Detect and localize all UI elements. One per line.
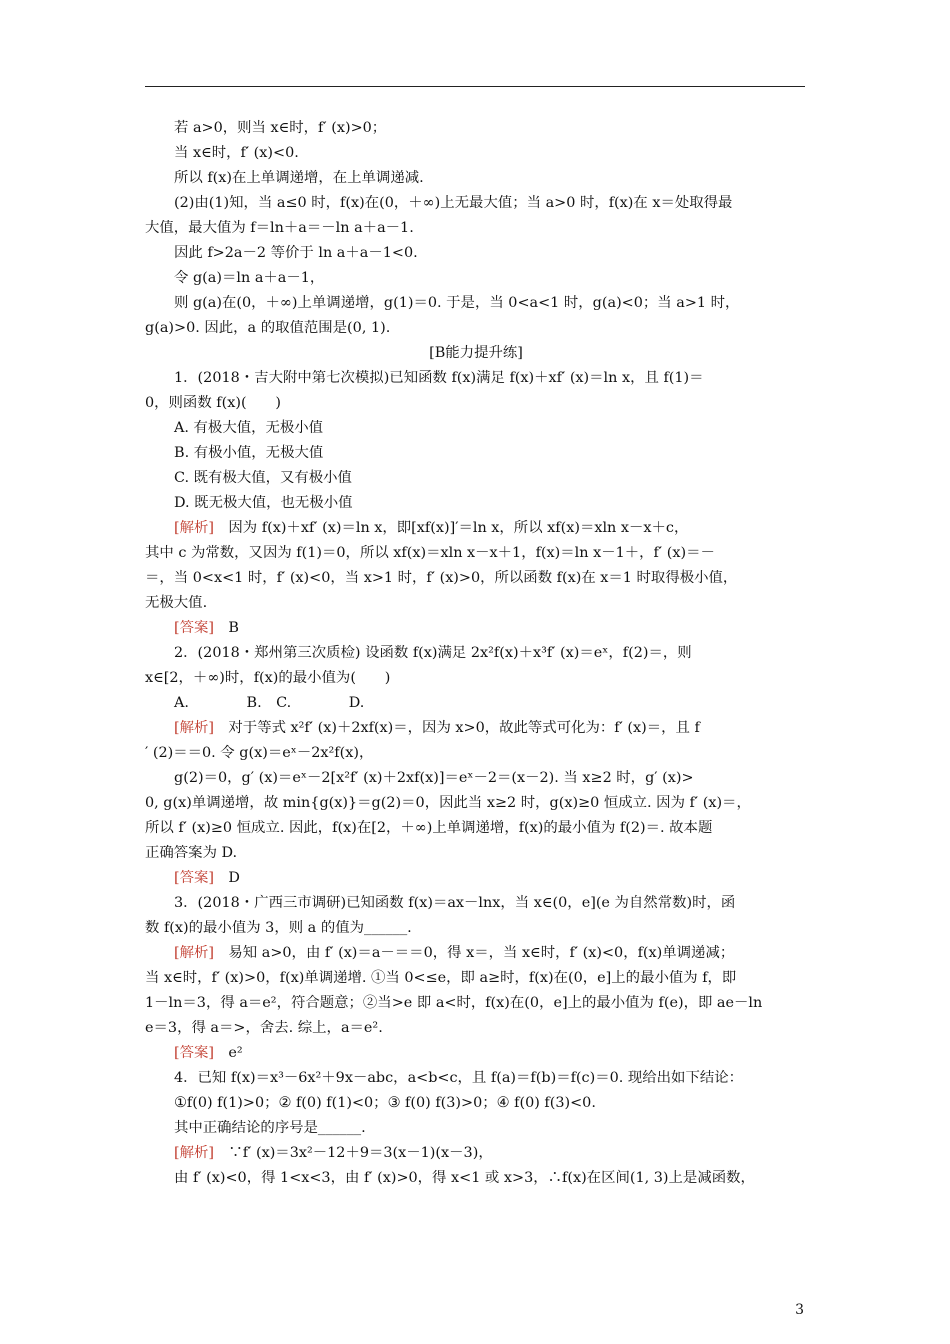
text-line <box>145 416 807 441</box>
label-tag: [答案] <box>174 870 215 886</box>
line-text: 数 f(x)的最小值为 3，则 a 的值为______. <box>145 920 412 936</box>
line-text: e＝3，得 a＝>，舍去. 综上，a＝e². <box>145 1020 383 1036</box>
line-text: 因此 f>2a－2 等价于 ln a＋a－1<0. <box>174 245 418 261</box>
text-line <box>145 641 807 666</box>
line-text: ①f(0) f(1)>0；② f(0) f(1)<0；③ f(0) f(3)>0；④ f(0) f(3)<0. <box>174 1095 596 1111</box>
label-tag: [解析] <box>174 945 215 961</box>
line-text: [B能力提升练] <box>429 345 523 361</box>
line-text: 若 a>0，则当 x∈时，f′ (x)>0； <box>174 120 387 136</box>
line-text: ∵f′ (x)＝3x²－12＋9＝3(x－1)(x－3)， <box>214 1145 493 1161</box>
text-line <box>145 541 807 566</box>
label-tag: [解析] <box>174 1145 215 1161</box>
text-line <box>145 1166 807 1191</box>
page-number: 3 <box>795 1302 804 1318</box>
line-text: 当 x∈时，f′ (x)<0. <box>174 145 299 161</box>
text-line <box>145 791 807 816</box>
line-text: B. 有极小值，无极大值 <box>174 445 324 461</box>
text-line <box>145 1141 807 1166</box>
line-text: ＝，当 0<x<1 时，f′ (x)<0，当 x>1 时，f′ (x)>0，所以函数 f(x)在 x＝1 时取得极小值， <box>145 570 738 586</box>
line-text: 易知 a>0，由 f′ (x)＝a－＝＝0，得 x＝，当 x∈时，f′ (x)<0，f(x)单调递减； <box>214 945 735 961</box>
line-text: D. 既无极大值，也无极小值 <box>174 495 353 511</box>
line-text: A. B. C. D. <box>174 695 365 711</box>
line-text: 则 g(a)在(0，＋∞)上单调递增，g(1)＝0. 于是，当 0<a<1 时，g(a)<0；当 a>1 时， <box>174 295 740 311</box>
text-line <box>145 616 807 641</box>
label-tag: [答案] <box>174 1045 215 1061</box>
text-line <box>145 466 807 491</box>
line-text: B <box>214 620 239 636</box>
line-text: 所以 f′ (x)≥0 恒成立. 因此，f(x)在[2，＋∞)上单调递增，f(x)的最小值为 f(2)＝. 故本题 <box>145 820 713 836</box>
text-line <box>145 766 807 791</box>
section-heading <box>145 341 807 366</box>
line-text: C. 既有极大值，又有极小值 <box>174 470 352 486</box>
line-text: 4．已知 f(x)＝x³－6x²＋9x－abc，a<b<c，且 f(a)＝f(b)＝f(c)＝0. 现给出如下结论： <box>174 1070 744 1086</box>
line-text: g(a)>0. 因此，a 的取值范围是(0, 1). <box>145 320 391 336</box>
label-tag: [答案] <box>174 620 215 636</box>
text-line <box>145 1091 807 1116</box>
line-text: D <box>214 870 240 886</box>
line-text: ′ (2)＝＝0. 令 g(x)＝eˣ－2x²f(x)， <box>145 745 374 761</box>
line-text: (2)由(1)知，当 a≤0 时，f(x)在(0，＋∞)上无最大值；当 a>0 时，f(x)在 x＝处取得最 <box>174 195 733 211</box>
text-line <box>145 691 807 716</box>
line-text: 当 x∈时，f′ (x)>0，f(x)单调递增. ①当 0<≤e，即 a≥时，f(x)在(0，e]上的最小值为 f，即 <box>145 970 737 986</box>
text-line <box>145 941 807 966</box>
text-line <box>145 216 807 241</box>
line-text: g(2)＝0，g′ (x)＝eˣ－2[x²f′ (x)＋2xf(x)]＝eˣ－2＝(x－2). 当 x≥2 时，g′ (x)> <box>174 770 694 786</box>
line-text: 1．(2018・吉大附中第七次模拟)已知函数 f(x)满足 f(x)＋xf′ (x)＝ln x，且 f(1)＝ <box>174 370 704 386</box>
text-line <box>145 1041 807 1066</box>
text-line <box>145 591 807 616</box>
text-line <box>145 266 807 291</box>
text-line <box>145 516 807 541</box>
line-text: 0, g(x)单调递增，故 min{g(x)}＝g(2)＝0，因此当 x≥2 时，g(x)≥0 恒成立. 因为 f′ (x)＝， <box>145 795 751 811</box>
text-line <box>145 666 807 691</box>
text-line <box>145 1016 807 1041</box>
line-text: e² <box>214 1045 243 1061</box>
line-text: 无极大值. <box>145 595 208 611</box>
line-text: 令 g(a)＝ln a＋a－1， <box>174 270 325 286</box>
line-text: 其中 c 为常数，又因为 f(1)＝0，所以 xf(x)＝xln x－x＋1，f(x)＝ln x－1＋，f′ (x)＝－ <box>145 545 715 561</box>
text-line <box>145 1116 807 1141</box>
text-line <box>145 891 807 916</box>
text-line <box>145 816 807 841</box>
text-line <box>145 741 807 766</box>
text-line <box>145 866 807 891</box>
text-line <box>145 291 807 316</box>
text-line <box>145 566 807 591</box>
label-tag: [解析] <box>174 720 215 736</box>
text-line <box>145 141 807 166</box>
line-text: 其中正确结论的序号是______. <box>174 1120 366 1136</box>
text-line <box>145 1066 807 1091</box>
text-line <box>145 916 807 941</box>
line-text: 大值，最大值为 f＝ln＋a＝－ln a＋a－1. <box>145 220 414 236</box>
line-text: 正确答案为 D. <box>145 845 238 861</box>
text-line <box>145 441 807 466</box>
text-line <box>145 241 807 266</box>
label-tag: [解析] <box>174 520 215 536</box>
text-line <box>145 116 807 141</box>
document-body <box>145 116 807 1191</box>
text-line <box>145 991 807 1016</box>
line-text: 因为 f(x)＋xf′ (x)＝ln x，即[xf(x)]′＝ln x，所以 xf(x)＝xln x－x＋c， <box>214 520 689 536</box>
text-line <box>145 491 807 516</box>
line-text: 3．(2018・广西三市调研)已知函数 f(x)＝ax－lnx，当 x∈(0，e](e 为自然常数)时，函 <box>174 895 736 911</box>
text-line <box>145 716 807 741</box>
line-text: 由 f′ (x)<0，得 1<x<3，由 f′ (x)>0，得 x<1 或 x>3，∴f(x)在区间(1, 3)上是减函数， <box>174 1170 755 1186</box>
header-rule <box>145 86 805 87</box>
text-line <box>145 841 807 866</box>
line-text: 所以 f(x)在上单调递增，在上单调递减. <box>174 170 424 186</box>
text-line <box>145 366 807 391</box>
text-line <box>145 166 807 191</box>
text-line <box>145 191 807 216</box>
text-line <box>145 966 807 991</box>
text-line <box>145 316 807 341</box>
line-text: 1－ln＝3，得 a＝e²，符合题意；②当>e 即 a<时，f(x)在(0，e]上的最小值为 f(e)，即 ae－ln <box>145 995 763 1011</box>
text-line <box>145 391 807 416</box>
line-text: A. 有极大值，无极小值 <box>174 420 324 436</box>
line-text: 0，则函数 f(x)( ) <box>145 395 281 411</box>
line-text: x∈[2，＋∞)时，f(x)的最小值为( ) <box>145 670 391 686</box>
line-text: 对于等式 x²f′ (x)＋2xf(x)＝，因为 x>0，故此等式可化为：f′ (x)＝，且 f <box>214 720 700 736</box>
line-text: 2．(2018・郑州第三次质检) 设函数 f(x)满足 2x²f(x)＋x³f′ (x)＝eˣ，f(2)＝，则 <box>174 645 692 661</box>
